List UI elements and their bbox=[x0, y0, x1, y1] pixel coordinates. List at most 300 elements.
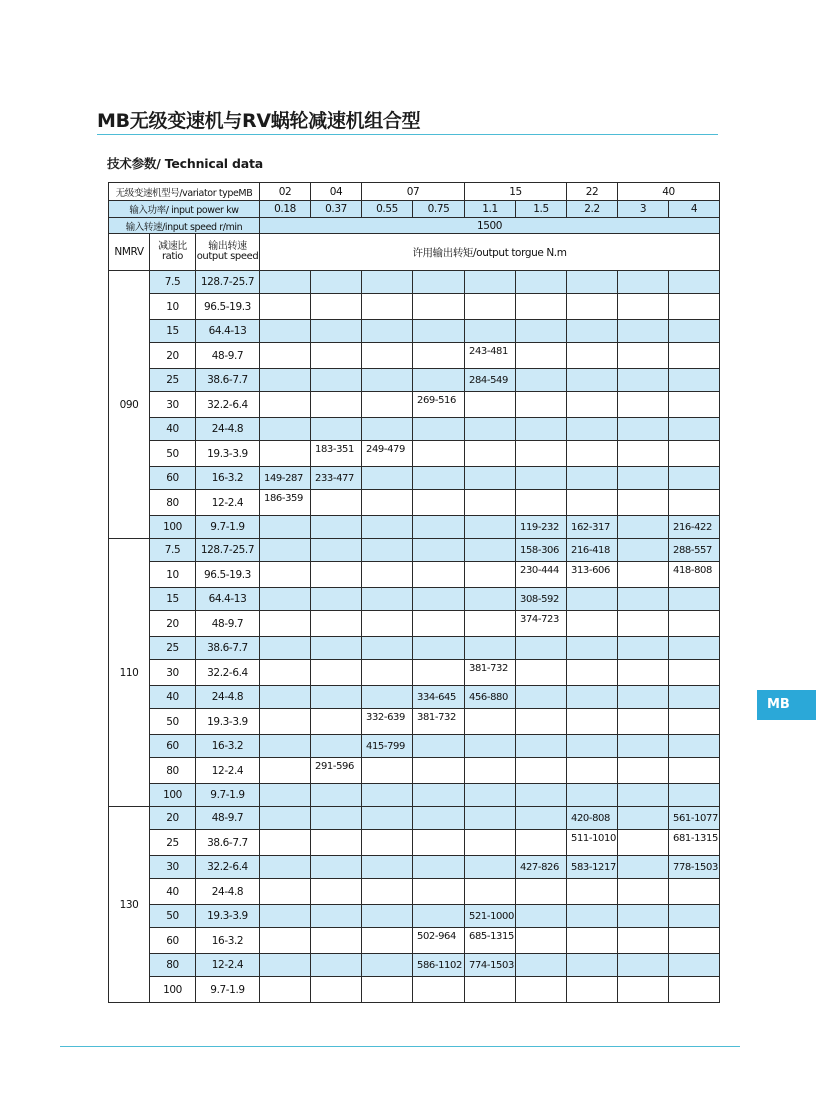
torque-cell bbox=[260, 343, 311, 369]
torque-cell bbox=[362, 369, 413, 392]
torque-cell bbox=[362, 977, 413, 1003]
ratio-header-en: ratio bbox=[161, 251, 184, 262]
ratio-cell: 40 bbox=[150, 686, 196, 709]
torque-cell bbox=[516, 490, 567, 516]
torque-cell bbox=[618, 686, 669, 709]
power-cell: 2.2 bbox=[567, 201, 618, 218]
torque-cell: 243-481 bbox=[465, 343, 516, 369]
torque-cell bbox=[413, 660, 465, 686]
ratio-cell: 25 bbox=[150, 637, 196, 660]
output-speed-cell: 48-9.7 bbox=[196, 807, 260, 830]
data-row bbox=[109, 441, 720, 467]
ratio-cell: 7.5 bbox=[150, 539, 196, 562]
output-speed-cell: 16-3.2 bbox=[196, 735, 260, 758]
torque-cell bbox=[311, 539, 362, 562]
torque-cell bbox=[260, 539, 311, 562]
torque-cell: 216-418 bbox=[567, 539, 618, 562]
torque-cell bbox=[260, 637, 311, 660]
torque-cell bbox=[413, 807, 465, 830]
torque-cell bbox=[260, 735, 311, 758]
output-speed-cell: 38.6-7.7 bbox=[196, 369, 260, 392]
torque-cell bbox=[669, 928, 720, 954]
torque-cell bbox=[516, 928, 567, 954]
torque-cell bbox=[618, 343, 669, 369]
ratio-cell: 100 bbox=[150, 977, 196, 1003]
variator-type-label: 无级变速机型号/variator typeMB bbox=[109, 183, 260, 201]
torque-cell bbox=[669, 709, 720, 735]
ratio-cell: 50 bbox=[150, 441, 196, 467]
torque-cell bbox=[413, 735, 465, 758]
torque-cell bbox=[669, 490, 720, 516]
data-row bbox=[109, 784, 720, 807]
torque-cell bbox=[618, 856, 669, 879]
torque-cell: 418-808 bbox=[669, 562, 720, 588]
torque-cell bbox=[465, 490, 516, 516]
data-row bbox=[109, 709, 720, 735]
torque-cell bbox=[362, 562, 413, 588]
torque-cell bbox=[260, 294, 311, 320]
torque-cell bbox=[618, 954, 669, 977]
torque-cell bbox=[465, 562, 516, 588]
torque-cell bbox=[260, 686, 311, 709]
torque-cell: 521-1000 bbox=[465, 905, 516, 928]
torque-cell bbox=[311, 709, 362, 735]
torque-cell: 427-826 bbox=[516, 856, 567, 879]
torque-cell bbox=[567, 905, 618, 928]
variator-type-15: 15 bbox=[465, 183, 567, 201]
torque-cell bbox=[516, 879, 567, 905]
ratio-cell: 30 bbox=[150, 856, 196, 879]
nmrv-group-cell: 130 bbox=[109, 807, 150, 1003]
torque-cell bbox=[413, 905, 465, 928]
data-row bbox=[109, 686, 720, 709]
ratio-header bbox=[150, 234, 196, 271]
data-row bbox=[109, 879, 720, 905]
torque-cell bbox=[618, 562, 669, 588]
output-speed-cell: 64.4-13 bbox=[196, 320, 260, 343]
data-row bbox=[109, 294, 720, 320]
output-speed-cell: 24-4.8 bbox=[196, 418, 260, 441]
torque-cell bbox=[669, 467, 720, 490]
torque-cell bbox=[311, 294, 362, 320]
torque-cell bbox=[362, 490, 413, 516]
ratio-cell: 20 bbox=[150, 807, 196, 830]
ratio-cell: 60 bbox=[150, 735, 196, 758]
torque-cell bbox=[669, 611, 720, 637]
torque-header: 许用输出转矩/output torgue N.m bbox=[260, 234, 720, 271]
data-row bbox=[109, 954, 720, 977]
torque-cell: 149-287 bbox=[260, 467, 311, 490]
torque-cell bbox=[567, 637, 618, 660]
torque-cell bbox=[311, 637, 362, 660]
torque-cell: 561-1077 bbox=[669, 807, 720, 830]
torque-cell bbox=[413, 343, 465, 369]
torque-cell: 456-880 bbox=[465, 686, 516, 709]
torque-cell bbox=[618, 516, 669, 539]
torque-cell bbox=[362, 905, 413, 928]
torque-cell bbox=[465, 758, 516, 784]
torque-cell: 586-1102 bbox=[413, 954, 465, 977]
ratio-cell: 20 bbox=[150, 611, 196, 637]
data-row bbox=[109, 807, 720, 830]
torque-cell bbox=[465, 467, 516, 490]
torque-cell bbox=[260, 807, 311, 830]
torque-cell bbox=[311, 271, 362, 294]
output-speed-cell: 12-2.4 bbox=[196, 490, 260, 516]
torque-cell bbox=[362, 686, 413, 709]
torque-cell bbox=[413, 490, 465, 516]
data-row bbox=[109, 418, 720, 441]
output-speed-cell: 9.7-1.9 bbox=[196, 977, 260, 1003]
torque-cell bbox=[413, 562, 465, 588]
torque-cell bbox=[669, 879, 720, 905]
data-row bbox=[109, 905, 720, 928]
torque-cell bbox=[618, 271, 669, 294]
torque-cell bbox=[465, 320, 516, 343]
torque-cell bbox=[516, 660, 567, 686]
torque-cell bbox=[516, 271, 567, 294]
torque-cell bbox=[260, 784, 311, 807]
ratio-cell: 40 bbox=[150, 879, 196, 905]
torque-cell bbox=[618, 735, 669, 758]
torque-cell bbox=[567, 660, 618, 686]
variator-type-07: 07 bbox=[362, 183, 465, 201]
torque-cell bbox=[669, 784, 720, 807]
torque-cell bbox=[362, 467, 413, 490]
torque-cell bbox=[413, 758, 465, 784]
torque-cell: 233-477 bbox=[311, 467, 362, 490]
output-speed-cell: 38.6-7.7 bbox=[196, 830, 260, 856]
output-speed-cell: 48-9.7 bbox=[196, 611, 260, 637]
data-row bbox=[109, 928, 720, 954]
torque-cell bbox=[413, 418, 465, 441]
nmrv-group-cell: 090 bbox=[109, 271, 150, 539]
variator-type-04: 04 bbox=[311, 183, 362, 201]
torque-cell bbox=[260, 392, 311, 418]
torque-cell bbox=[618, 977, 669, 1003]
data-row bbox=[109, 539, 720, 562]
torque-cell bbox=[516, 905, 567, 928]
torque-cell bbox=[618, 905, 669, 928]
column-header-row bbox=[109, 234, 720, 271]
torque-cell bbox=[311, 784, 362, 807]
ratio-cell: 7.5 bbox=[150, 271, 196, 294]
ratio-cell: 15 bbox=[150, 320, 196, 343]
torque-cell bbox=[465, 735, 516, 758]
torque-cell bbox=[260, 905, 311, 928]
torque-cell bbox=[516, 320, 567, 343]
torque-cell bbox=[311, 660, 362, 686]
torque-cell bbox=[362, 516, 413, 539]
torque-cell bbox=[516, 784, 567, 807]
power-cell: 1.5 bbox=[516, 201, 567, 218]
torque-cell bbox=[618, 467, 669, 490]
torque-cell bbox=[362, 758, 413, 784]
data-row bbox=[109, 830, 720, 856]
torque-cell bbox=[567, 588, 618, 611]
torque-cell bbox=[311, 418, 362, 441]
torque-cell bbox=[362, 879, 413, 905]
torque-cell bbox=[567, 271, 618, 294]
torque-cell bbox=[516, 709, 567, 735]
torque-cell bbox=[567, 954, 618, 977]
torque-cell bbox=[516, 294, 567, 320]
ratio-cell: 25 bbox=[150, 369, 196, 392]
output-speed-cell: 128.7-25.7 bbox=[196, 539, 260, 562]
torque-cell bbox=[362, 392, 413, 418]
torque-cell bbox=[618, 418, 669, 441]
torque-cell bbox=[413, 588, 465, 611]
output-speed-header-en: output speed bbox=[196, 251, 259, 262]
section-title: 技术参数/ Technical data bbox=[107, 156, 264, 171]
torque-cell bbox=[618, 758, 669, 784]
torque-cell bbox=[669, 588, 720, 611]
torque-cell bbox=[567, 418, 618, 441]
torque-cell: 334-645 bbox=[413, 686, 465, 709]
output-speed-cell: 12-2.4 bbox=[196, 758, 260, 784]
torque-cell bbox=[567, 369, 618, 392]
output-speed-cell: 48-9.7 bbox=[196, 343, 260, 369]
input-power-row bbox=[109, 201, 720, 218]
data-row bbox=[109, 637, 720, 660]
data-row bbox=[109, 490, 720, 516]
torque-cell bbox=[260, 830, 311, 856]
torque-cell bbox=[567, 490, 618, 516]
page-title: MB无级变速机与RV蜗轮减速机组合型 bbox=[97, 110, 421, 132]
torque-cell bbox=[669, 271, 720, 294]
torque-cell bbox=[465, 294, 516, 320]
torque-cell bbox=[618, 709, 669, 735]
torque-cell bbox=[618, 807, 669, 830]
ratio-cell: 40 bbox=[150, 418, 196, 441]
output-speed-cell: 96.5-19.3 bbox=[196, 294, 260, 320]
ratio-cell: 60 bbox=[150, 467, 196, 490]
torque-cell: 291-596 bbox=[311, 758, 362, 784]
torque-cell bbox=[260, 611, 311, 637]
torque-cell bbox=[260, 660, 311, 686]
data-row bbox=[109, 758, 720, 784]
output-speed-cell: 9.7-1.9 bbox=[196, 516, 260, 539]
data-row bbox=[109, 516, 720, 539]
torque-cell bbox=[465, 588, 516, 611]
torque-cell bbox=[311, 516, 362, 539]
torque-cell bbox=[311, 611, 362, 637]
torque-cell bbox=[311, 807, 362, 830]
torque-cell bbox=[465, 856, 516, 879]
ratio-cell: 30 bbox=[150, 660, 196, 686]
torque-cell bbox=[311, 392, 362, 418]
variator-type-22: 22 bbox=[567, 183, 618, 201]
torque-cell bbox=[465, 977, 516, 1003]
mb-side-tab: MB bbox=[757, 690, 816, 720]
torque-cell: 249-479 bbox=[362, 441, 413, 467]
torque-cell bbox=[362, 660, 413, 686]
nmrv-header: NMRV bbox=[109, 234, 150, 271]
ratio-cell: 50 bbox=[150, 905, 196, 928]
ratio-cell: 80 bbox=[150, 758, 196, 784]
power-cell: 0.37 bbox=[311, 201, 362, 218]
torque-cell bbox=[311, 320, 362, 343]
torque-cell bbox=[567, 784, 618, 807]
torque-cell bbox=[260, 588, 311, 611]
torque-cell bbox=[618, 879, 669, 905]
torque-cell bbox=[260, 441, 311, 467]
ratio-cell: 10 bbox=[150, 294, 196, 320]
output-speed-cell: 38.6-7.7 bbox=[196, 637, 260, 660]
input-speed-label: 输入转速/input speed r/min bbox=[109, 218, 260, 234]
torque-cell bbox=[311, 954, 362, 977]
torque-cell bbox=[413, 539, 465, 562]
torque-cell bbox=[465, 392, 516, 418]
torque-cell bbox=[311, 562, 362, 588]
torque-cell: 502-964 bbox=[413, 928, 465, 954]
torque-cell bbox=[669, 320, 720, 343]
torque-cell bbox=[567, 758, 618, 784]
torque-cell bbox=[669, 905, 720, 928]
torque-cell bbox=[311, 490, 362, 516]
torque-cell bbox=[669, 441, 720, 467]
torque-cell bbox=[465, 516, 516, 539]
torque-cell bbox=[362, 954, 413, 977]
ratio-cell: 80 bbox=[150, 490, 196, 516]
torque-cell bbox=[465, 830, 516, 856]
torque-cell bbox=[260, 271, 311, 294]
ratio-header-cn: 减速比 bbox=[158, 241, 187, 252]
torque-cell bbox=[567, 467, 618, 490]
torque-cell bbox=[311, 686, 362, 709]
output-speed-cell: 128.7-25.7 bbox=[196, 271, 260, 294]
torque-cell bbox=[413, 611, 465, 637]
nmrv-group-cell: 110 bbox=[109, 539, 150, 807]
torque-cell bbox=[516, 392, 567, 418]
data-row bbox=[109, 369, 720, 392]
output-speed-cell: 16-3.2 bbox=[196, 467, 260, 490]
torque-cell bbox=[260, 879, 311, 905]
torque-cell bbox=[618, 660, 669, 686]
torque-cell: 119-232 bbox=[516, 516, 567, 539]
torque-cell bbox=[567, 686, 618, 709]
ratio-cell: 25 bbox=[150, 830, 196, 856]
input-speed-row bbox=[109, 218, 720, 234]
torque-cell: 288-557 bbox=[669, 539, 720, 562]
output-speed-cell: 32.2-6.4 bbox=[196, 660, 260, 686]
torque-cell bbox=[362, 320, 413, 343]
torque-cell bbox=[669, 637, 720, 660]
torque-cell: 685-1315 bbox=[465, 928, 516, 954]
torque-cell bbox=[465, 807, 516, 830]
torque-cell bbox=[413, 369, 465, 392]
torque-cell bbox=[669, 686, 720, 709]
torque-cell: 308-592 bbox=[516, 588, 567, 611]
torque-cell bbox=[618, 611, 669, 637]
torque-cell: 183-351 bbox=[311, 441, 362, 467]
torque-cell bbox=[413, 784, 465, 807]
torque-cell: 332-639 bbox=[362, 709, 413, 735]
title-divider bbox=[97, 134, 718, 135]
torque-cell bbox=[311, 343, 362, 369]
torque-cell bbox=[311, 928, 362, 954]
torque-cell bbox=[362, 611, 413, 637]
torque-cell bbox=[567, 392, 618, 418]
output-speed-header-cn: 输出转速 bbox=[208, 241, 247, 252]
output-speed-cell: 32.2-6.4 bbox=[196, 856, 260, 879]
ratio-cell: 50 bbox=[150, 709, 196, 735]
torque-cell bbox=[413, 467, 465, 490]
torque-cell bbox=[260, 977, 311, 1003]
torque-cell bbox=[413, 441, 465, 467]
torque-cell bbox=[311, 879, 362, 905]
torque-cell: 162-317 bbox=[567, 516, 618, 539]
torque-cell bbox=[465, 637, 516, 660]
technical-data-table bbox=[108, 182, 720, 1003]
torque-cell bbox=[311, 856, 362, 879]
torque-cell bbox=[618, 784, 669, 807]
power-cell: 0.18 bbox=[260, 201, 311, 218]
torque-cell bbox=[516, 418, 567, 441]
torque-cell: 230-444 bbox=[516, 562, 567, 588]
ratio-cell: 100 bbox=[150, 784, 196, 807]
data-row bbox=[109, 977, 720, 1003]
torque-cell bbox=[567, 977, 618, 1003]
torque-cell bbox=[618, 369, 669, 392]
torque-cell bbox=[516, 735, 567, 758]
torque-cell bbox=[362, 418, 413, 441]
torque-cell bbox=[618, 392, 669, 418]
torque-cell bbox=[618, 320, 669, 343]
torque-cell bbox=[516, 441, 567, 467]
ratio-cell: 80 bbox=[150, 954, 196, 977]
torque-cell bbox=[516, 637, 567, 660]
output-speed-cell: 64.4-13 bbox=[196, 588, 260, 611]
torque-cell bbox=[669, 343, 720, 369]
torque-cell bbox=[465, 709, 516, 735]
torque-cell bbox=[413, 271, 465, 294]
torque-cell bbox=[669, 418, 720, 441]
torque-cell: 681-1315 bbox=[669, 830, 720, 856]
torque-cell bbox=[618, 539, 669, 562]
torque-cell bbox=[465, 441, 516, 467]
torque-cell bbox=[311, 369, 362, 392]
torque-cell bbox=[362, 588, 413, 611]
torque-cell bbox=[567, 709, 618, 735]
torque-cell bbox=[618, 928, 669, 954]
data-row bbox=[109, 320, 720, 343]
torque-cell bbox=[413, 516, 465, 539]
torque-cell bbox=[618, 294, 669, 320]
torque-cell bbox=[260, 709, 311, 735]
input-speed-value: 1500 bbox=[260, 218, 720, 234]
torque-cell bbox=[311, 905, 362, 928]
output-speed-header bbox=[196, 234, 260, 271]
torque-cell: 381-732 bbox=[413, 709, 465, 735]
torque-cell bbox=[669, 735, 720, 758]
torque-cell bbox=[669, 660, 720, 686]
power-cell: 0.75 bbox=[413, 201, 465, 218]
data-row bbox=[109, 562, 720, 588]
data-row bbox=[109, 660, 720, 686]
torque-cell bbox=[362, 856, 413, 879]
torque-cell bbox=[413, 977, 465, 1003]
torque-cell bbox=[413, 830, 465, 856]
torque-cell bbox=[362, 807, 413, 830]
torque-cell bbox=[669, 758, 720, 784]
variator-type-40: 40 bbox=[618, 183, 720, 201]
torque-cell bbox=[465, 879, 516, 905]
torque-cell bbox=[516, 954, 567, 977]
torque-cell bbox=[465, 418, 516, 441]
output-speed-cell: 19.3-3.9 bbox=[196, 441, 260, 467]
torque-cell bbox=[516, 686, 567, 709]
